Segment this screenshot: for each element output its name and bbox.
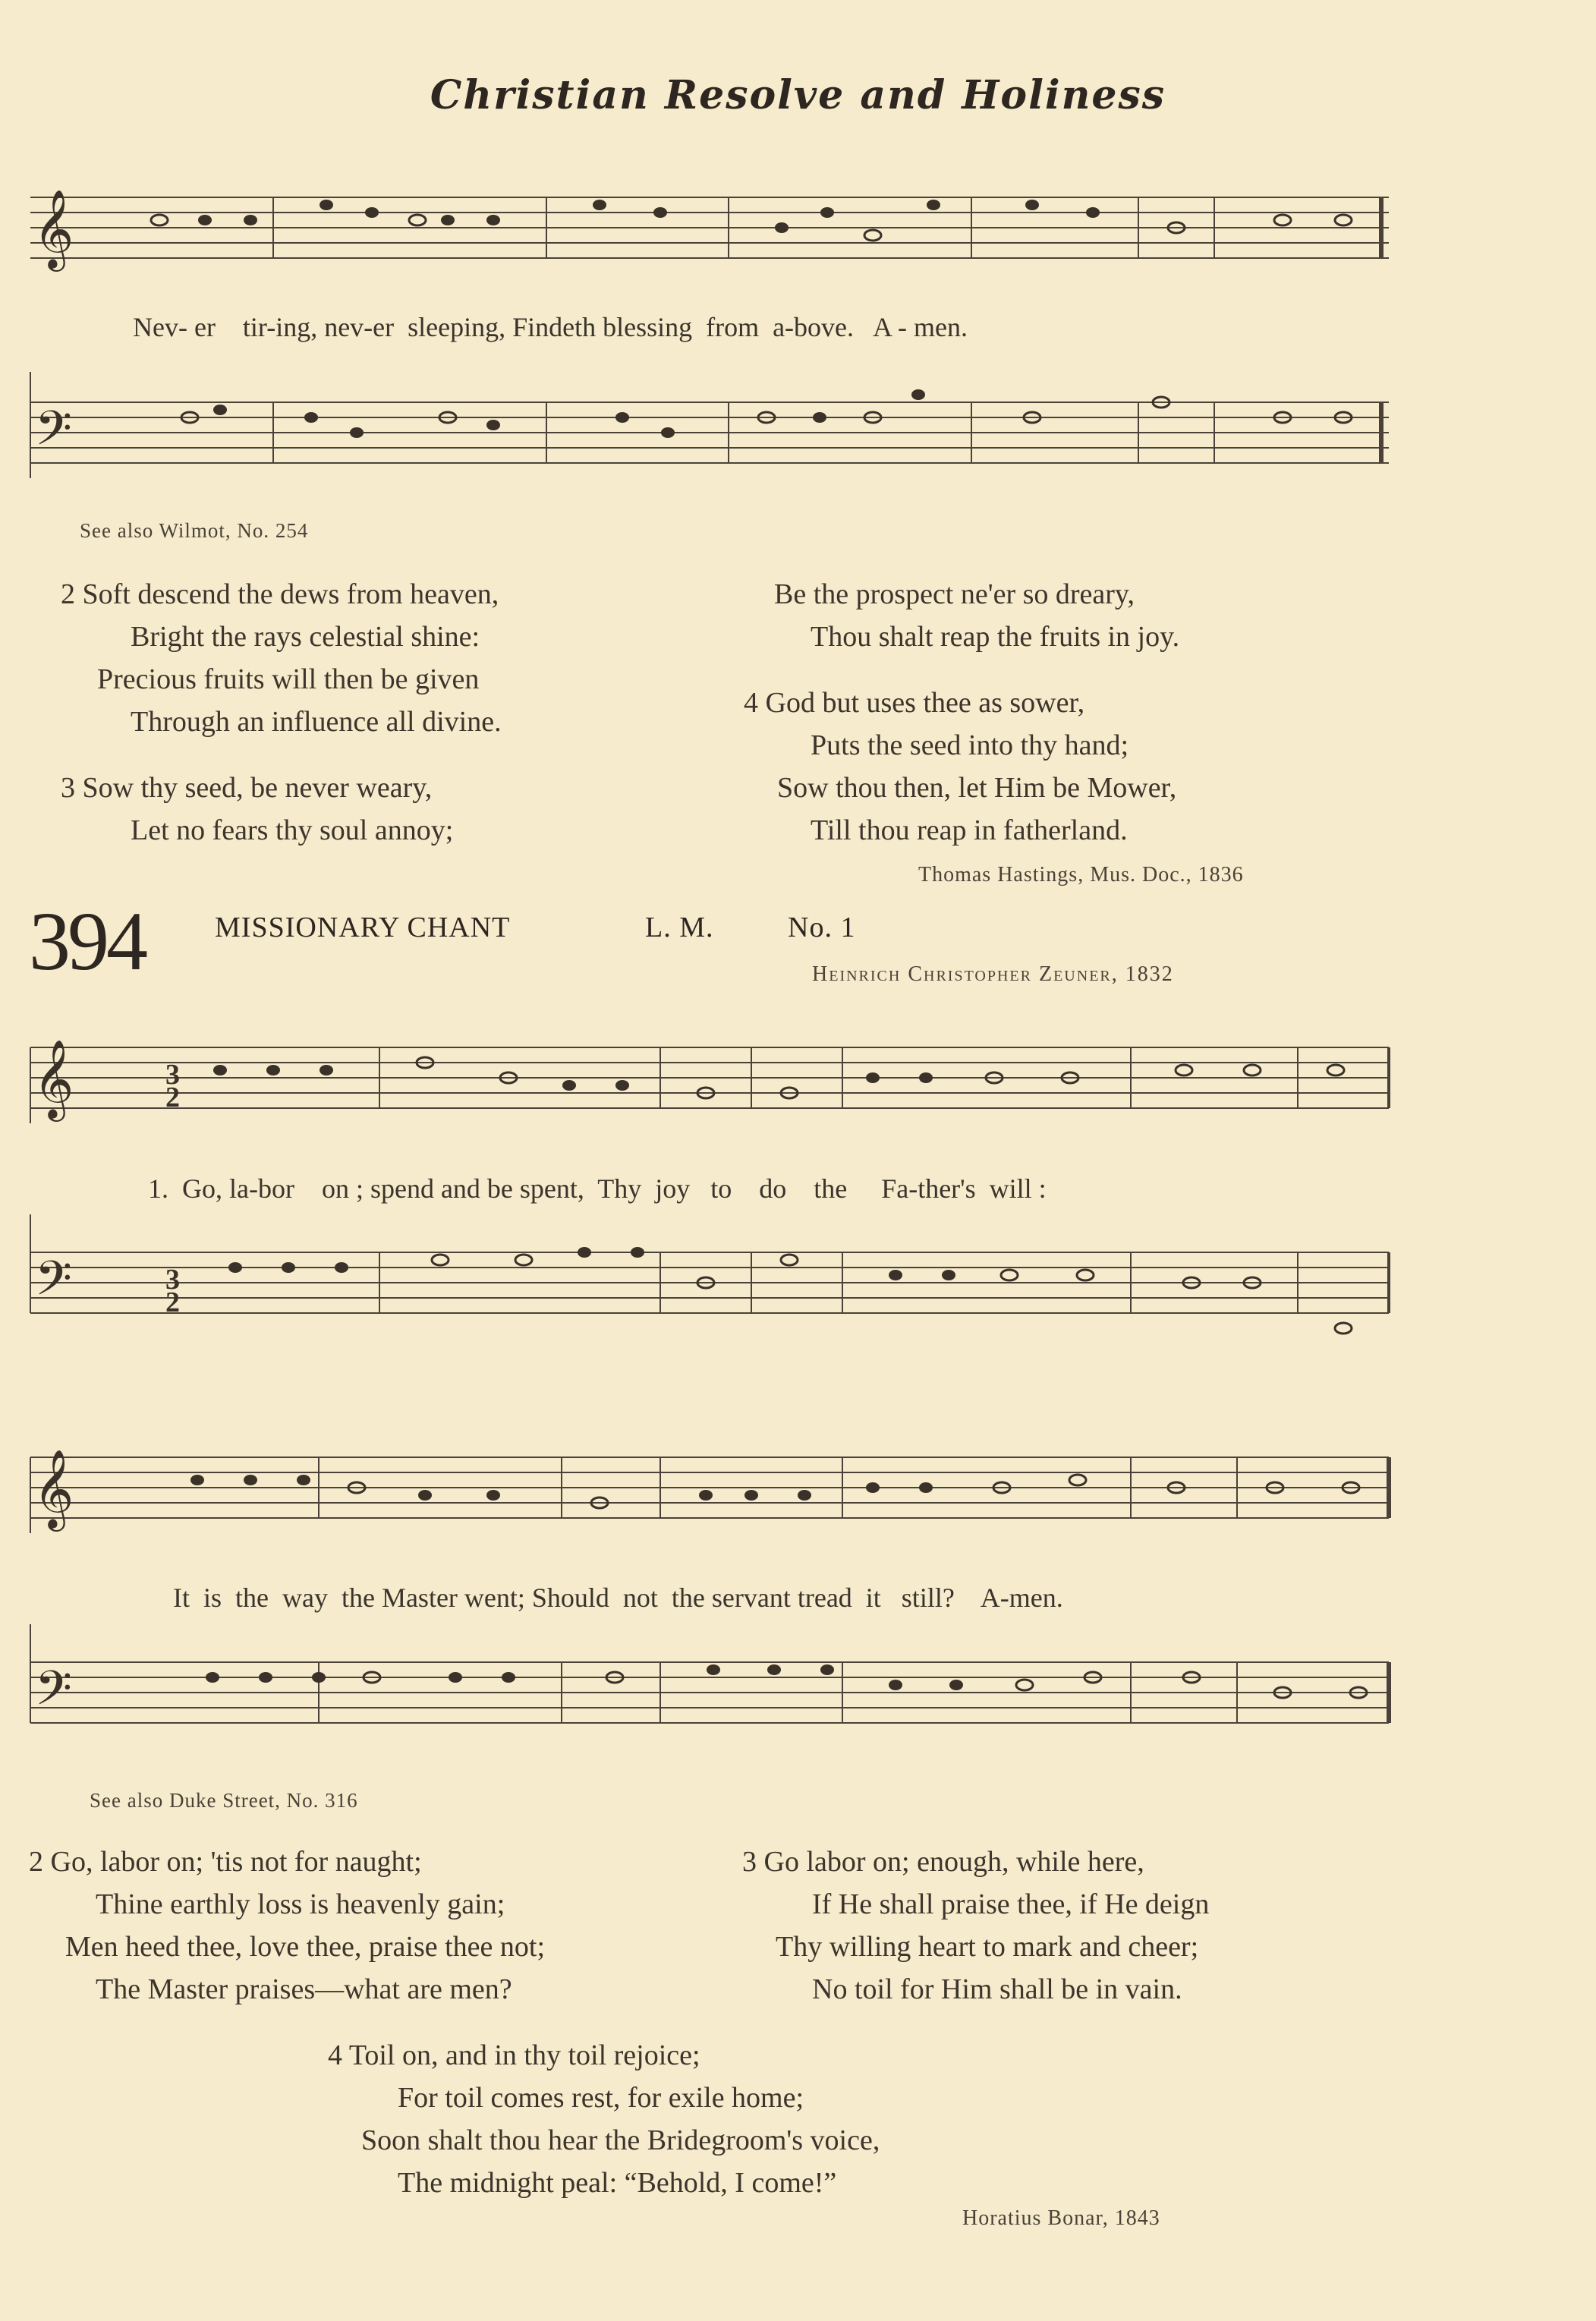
page-header: Christian Resolve and Holiness xyxy=(430,72,1166,118)
music-staff-bass-top xyxy=(23,372,1396,501)
svg-text:2: 2 xyxy=(165,1286,180,1318)
tune-meter: L. M. xyxy=(645,912,714,943)
svg-text:𝄢: 𝄢 xyxy=(35,1660,72,1727)
top-hymn-see-also: See also Wilmot, No. 254 xyxy=(80,519,309,542)
hymn-394-see-also: See also Duke Street, No. 316 xyxy=(90,1789,358,1812)
svg-text:𝄞: 𝄞 xyxy=(33,189,74,269)
hymn-394-verse-3: 3 Go labor on; enough, while here, If He shall praise thee, if He deign Thy willing heart to mark and cheer; No toil for Him shall be in vain. xyxy=(742,1846,1210,2005)
svg-text:3: 3 xyxy=(165,1059,180,1091)
top-hymn-verse-4: 4 God but uses thee as sower, Puts the seed into thy hand; Sow thou then, let Him be Mower, Till thou reap in fatherland. xyxy=(744,687,1177,846)
svg-text:𝄞: 𝄞 xyxy=(33,1449,74,1529)
hymn-number: 394 xyxy=(29,895,145,987)
tune-composer: Heinrich Christopher Zeuner, 1832 xyxy=(812,962,1174,986)
svg-text:2: 2 xyxy=(165,1082,180,1113)
music-staff-bass-394-1 xyxy=(23,1214,1396,1343)
top-hymn-verse-3-cont: Be the prospect ne'er so dreary, Thou shalt reap the fruits in joy. xyxy=(774,578,1180,653)
hymn-394-lyric-line-2: It is the way the Master went; Should not the servant tread it still? A-men. xyxy=(173,1583,1063,1613)
music-staff-treble-394-2 xyxy=(23,1427,1396,1541)
svg-text:𝄞: 𝄞 xyxy=(33,1039,74,1119)
music-staff-bass-394-2 xyxy=(23,1624,1396,1753)
svg-text:𝄢: 𝄢 xyxy=(35,1250,72,1318)
music-staff-treble-top xyxy=(23,175,1396,288)
hymn-394-verse-4: 4 Toil on, and in thy toil rejoice; For toil comes rest, for exile home; Soon shalt thou hear the Bridegroom's voice, The midnight peal: “Behold, I come!” xyxy=(328,2039,880,2199)
top-hymn-verse-2: 2 Soft descend the dews from heaven, Bright the rays celestial shine: Precious fruits will then be given Through an influence all divine. xyxy=(61,578,502,738)
music-staff-treble-394-1 xyxy=(23,1017,1396,1131)
top-hymn-verse-3: 3 Sow thy seed, be never weary, Let no fears thy soul annoy; xyxy=(61,772,454,846)
hymn-394-verse-2: 2 Go, labor on; 'tis not for naught; Thine earthly loss is heavenly gain; Men heed thee, love thee, praise thee not; The Master praises—what are men? xyxy=(29,1846,546,2005)
svg-text:3: 3 xyxy=(165,1264,180,1296)
top-hymn-credit: Thomas Hastings, Mus. Doc., 1836 xyxy=(918,863,1244,887)
hymn-394-lyric-line-1: 1. Go, la-bor on ; spend and be spent, Thy joy to do the Fa-ther's will : xyxy=(148,1173,1047,1204)
svg-text:𝄢: 𝄢 xyxy=(35,400,72,468)
hymn-394-credit: Horatius Bonar, 1843 xyxy=(962,2206,1160,2230)
tune-name: MISSIONARY CHANT xyxy=(215,912,511,943)
top-hymn-lyric-line: Nev- er tir-ing, nev-er sleeping, Findeth blessing from a-bove. A - men. xyxy=(133,312,968,342)
tune-number: No. 1 xyxy=(788,912,856,943)
